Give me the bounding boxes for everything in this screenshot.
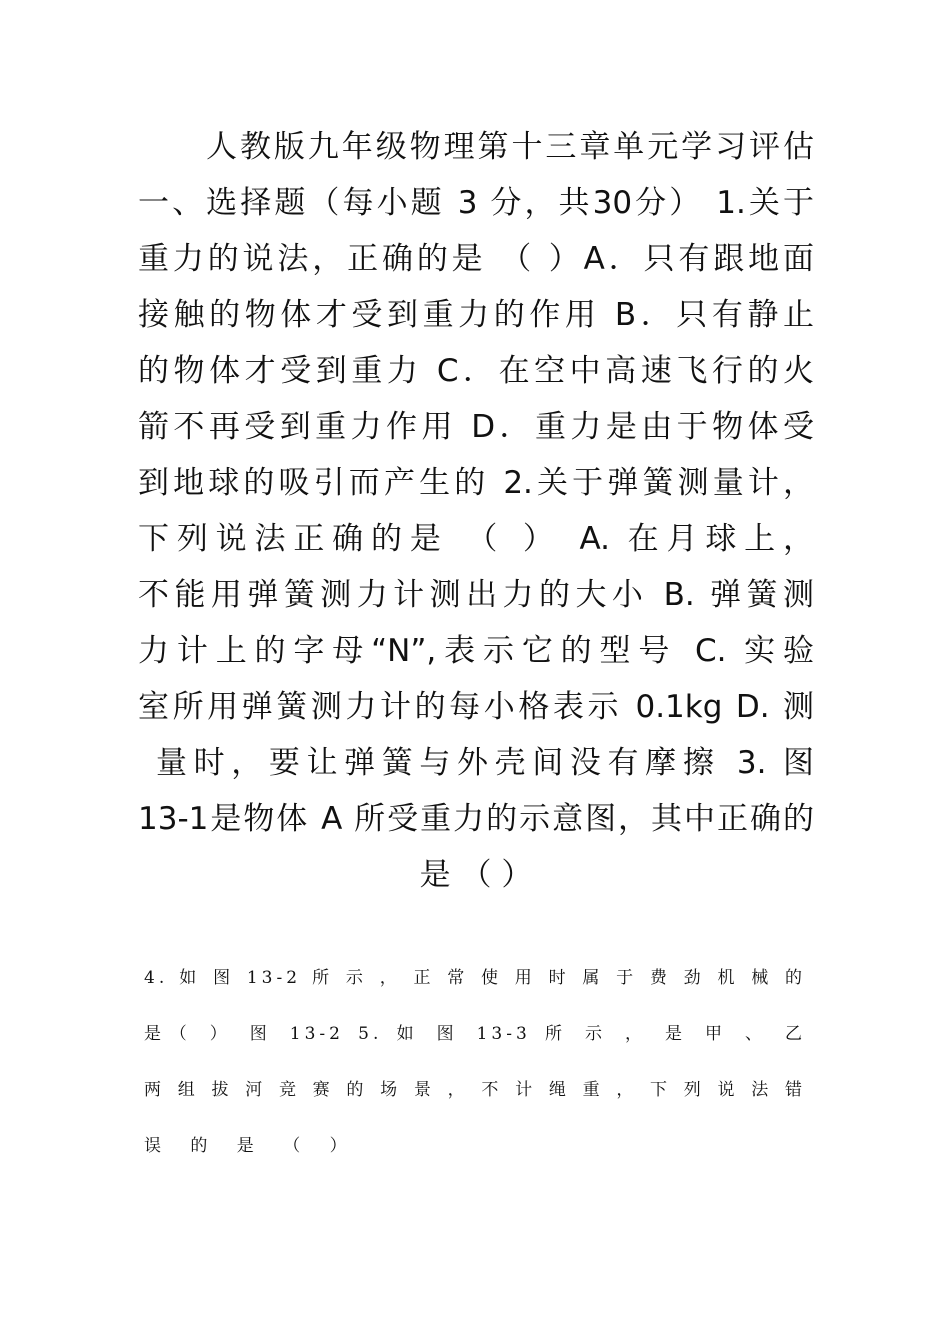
text-line: 13-1是物体 A 所受重力的示意图，其中正确的	[138, 801, 814, 837]
text-line: 下列说法正确的是 （ ） A. 在月球上，	[138, 521, 814, 557]
text-line: 量时，要让弹簧与外壳间没有摩擦 3. 图	[156, 745, 814, 781]
text-line: 两 组 拔 河 竞 赛 的 场 景 ， 不 计 绳 重 ， 下 列 说 法 错	[144, 1080, 806, 1100]
text-line: 4. 如 图 13-2 所 示 ， 正 常 使 用 时 属 于 费 劲 机 械 的	[144, 968, 806, 988]
document-title: 人教版九年级物理第十三章单元学习评估	[206, 129, 814, 165]
text-line: 是 （ ）	[419, 857, 533, 893]
text-line: 的物体才受到重力 C．在空中高速飞行的火	[138, 353, 814, 389]
text-line: 一、选择题（每小题 3 分，共30分） 1.关于	[138, 185, 814, 221]
text-line: 重力的说法，正确的是 （ ）A．只有跟地面	[138, 241, 814, 277]
text-line: 接触的物体才受到重力的作用 B．只有静止	[138, 297, 814, 333]
text-line: 箭不再受到重力作用 D．重力是由于物体受	[138, 409, 814, 445]
text-line: 室所用弹簧测力计的每小格表示 0.1kg D. 测	[138, 689, 814, 725]
text-line: 是（ ） 图 13-2 5. 如 图 13-3 所 示 ， 是 甲 、 乙	[144, 1024, 806, 1044]
text-line: 不能用弹簧测力计测出力的大小 B. 弹簧测	[138, 577, 814, 613]
document-body-large	[138, 119, 814, 903]
document-body-small	[144, 950, 806, 1174]
text-line: 到地球的吸引而产生的 2.关于弹簧测量计，	[138, 465, 814, 501]
text-line: 误 的 是 （ ）	[144, 1136, 359, 1156]
text-line: 力计上的字母“N”,表示它的型号 C. 实验	[138, 633, 814, 669]
